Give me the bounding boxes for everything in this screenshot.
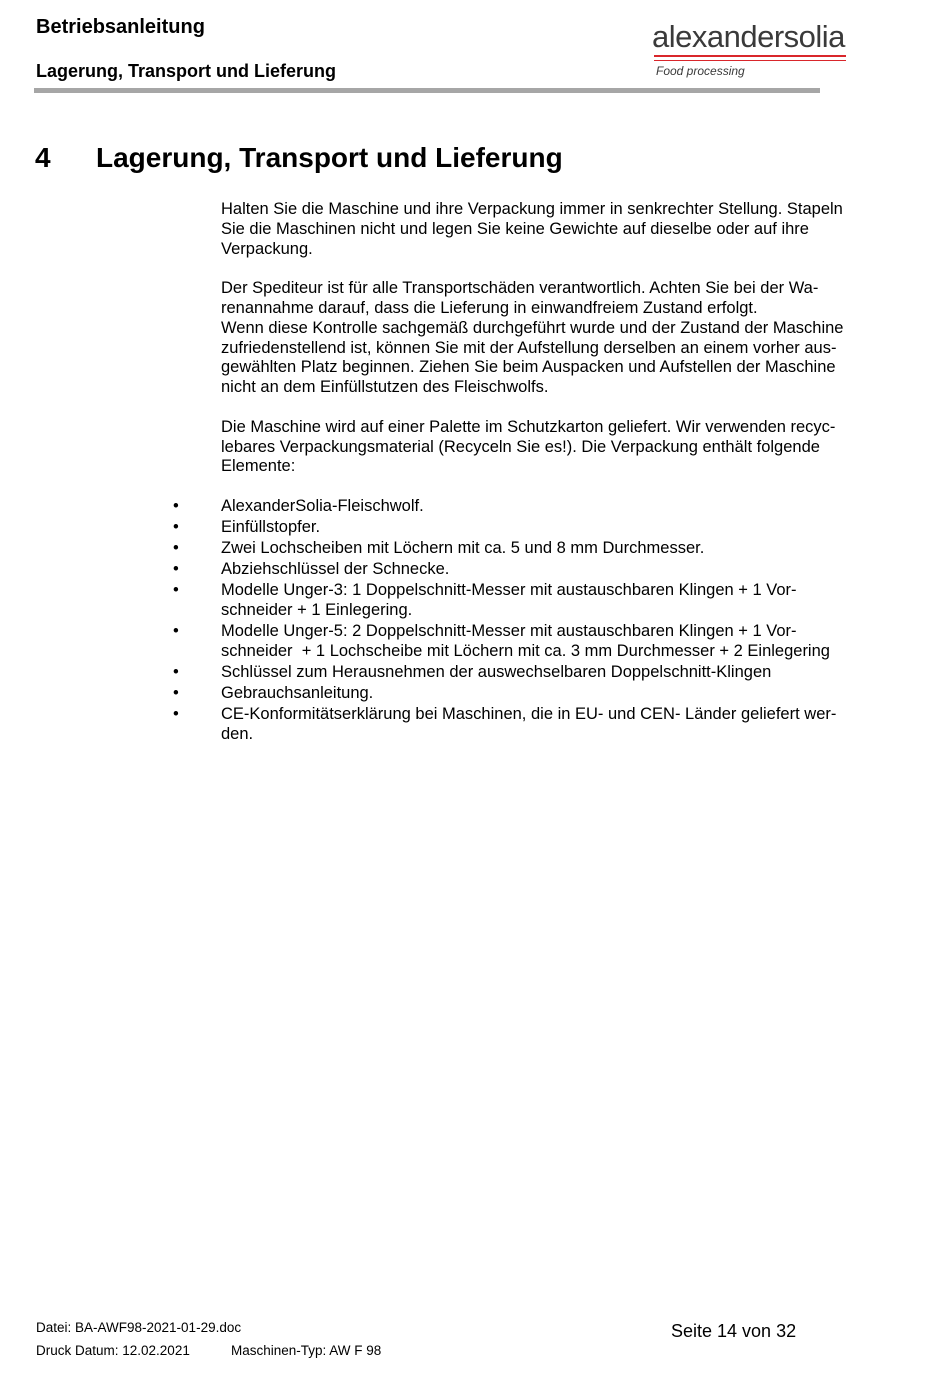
logo-wordmark: alexandersolia (652, 19, 845, 54)
bullet-icon: • (173, 539, 179, 558)
list-item-text: Einfüllstopfer. (221, 518, 321, 537)
section-number: 4 (35, 142, 51, 173)
text-line: Die Maschine wird auf einer Palette im Schutzkarton geliefert. Wir verwenden recyc- (221, 417, 836, 436)
list-item-text: Modelle Unger-5: 2 Doppelschnitt-Messer mit austauschbaren Klingen + 1 Vor- (221, 622, 797, 641)
list-item (173, 581, 881, 621)
list-item-text: Gebrauchsanleitung. (221, 684, 374, 703)
list-item-text: schneider + 1 Lochscheibe mit Löchern mit ca. 3 mm Durchmesser + 2 Einlegering (221, 642, 830, 661)
list-item-text: Schlüssel zum Herausnehmen der auswechselbaren Doppelschnitt-Klingen (221, 663, 772, 682)
list-item (173, 496, 881, 517)
text-line: Halten Sie die Maschine und ihre Verpackung immer in senkrechter Stellung. Stapeln (221, 200, 843, 218)
header-chapter-title: Lagerung, Transport und Lieferung (36, 61, 337, 81)
list-item-text: den. (221, 725, 254, 744)
bullet-icon: • (173, 581, 179, 600)
logo-underline (654, 55, 846, 57)
bullet-icon: • (173, 518, 179, 537)
bullet-icon: • (173, 560, 179, 579)
bullet-icon: • (173, 684, 179, 703)
list-item-text: schneider + 1 Einlegering. (221, 601, 413, 620)
text-line: lebares Verpackungsmaterial (Recyceln Sie es!). Die Verpackung enthält folgende (221, 437, 820, 456)
list-item (173, 622, 881, 662)
delivery-contents-list (173, 496, 881, 745)
company-logo (652, 20, 848, 76)
text-line: Sie die Maschinen nicht und legen Sie keine Gewichte auf dieselbe oder auf ihre (221, 219, 809, 238)
list-item-text: Modelle Unger-3: 1 Doppelschnitt-Messer mit austauschbaren Klingen + 1 Vor- (221, 581, 797, 600)
footer-file-name: Datei: BA-AWF98-2021-01-29.doc (36, 1320, 242, 1335)
list-item-text: CE-Konformitätserklärung bei Maschinen, die in EU- und CEN- Länder geliefert wer- (221, 705, 837, 724)
footer-print-date: Druck Datum: 12.02.2021 (36, 1343, 190, 1358)
list-item (173, 560, 881, 580)
bullet-icon: • (173, 663, 179, 682)
list-item (173, 663, 881, 683)
document-title: Betriebsanleitung (36, 16, 205, 38)
logo-tagline: Food processing (656, 64, 745, 78)
bullet-icon: • (173, 705, 179, 724)
bullet-icon: • (173, 496, 179, 515)
list-item-text: Abziehschlüssel der Schnecke. (221, 560, 450, 579)
list-item (173, 518, 881, 538)
text-line: renannahme darauf, dass die Lieferung in einwandfreiem Zustand erfolgt. (221, 298, 758, 317)
bullet-icon: • (173, 622, 179, 641)
section-title: Lagerung, Transport und Lieferung (96, 142, 563, 173)
text-line: Der Spediteur ist für alle Transportschäden verantwortlich. Achten Sie bei der Wa- (221, 279, 819, 298)
text-line: zufriedenstellend ist, können Sie mit der Aufstellung derselben an einem vorher aus- (221, 338, 837, 357)
list-item (173, 684, 881, 704)
text-line: Elemente: (221, 457, 296, 476)
list-item (173, 705, 881, 745)
paragraph-carrier (221, 279, 881, 319)
page-number: Seite 14 von 32 (671, 1321, 797, 1341)
paragraph-inspection (221, 319, 881, 398)
text-line: Verpackung. (221, 239, 313, 258)
list-item-text: AlexanderSolia-Fleischwolf. (221, 496, 424, 515)
logo-underline-thin (654, 60, 846, 61)
text-line: gewählten Platz beginnen. Ziehen Sie beim Auspacken und Aufstellen der Maschine (221, 358, 836, 377)
text-line: nicht an dem Einfüllstutzen des Fleischwolfs. (221, 378, 549, 397)
paragraph-packaging (221, 418, 881, 477)
header-divider (34, 88, 820, 93)
paragraph-handling (221, 200, 881, 259)
section-body (173, 200, 881, 746)
footer-machine-type: Maschinen-Typ: AW F 98 (231, 1343, 382, 1358)
list-item (173, 539, 881, 559)
list-item-text: Zwei Lochscheiben mit Löchern mit ca. 5 und 8 mm Durchmesser. (221, 539, 705, 558)
text-line: Wenn diese Kontrolle sachgemäß durchgeführt wurde und der Zustand der Maschine (221, 318, 844, 337)
